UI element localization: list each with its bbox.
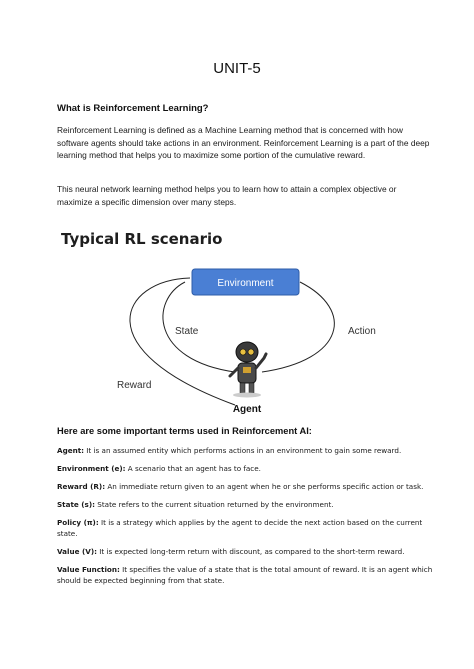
term-item bbox=[57, 463, 437, 474]
term-definition: State refers to the current situation returned by the environment. bbox=[95, 500, 334, 509]
page-title: UNIT-5 bbox=[213, 60, 261, 77]
term-item bbox=[57, 546, 437, 557]
rl-diagram bbox=[0, 250, 474, 422]
term-item bbox=[57, 564, 437, 586]
term-name: State (s): bbox=[57, 500, 95, 509]
reward-label: Reward bbox=[117, 380, 152, 391]
term-item bbox=[57, 499, 437, 510]
term-name: Agent: bbox=[57, 446, 85, 455]
state-label: State bbox=[175, 326, 199, 337]
paragraph-method: This neural network learning method helps you to learn how to attain a complex objective or maximize a specific dimension over many steps. bbox=[57, 184, 397, 207]
term-name: Environment (e): bbox=[57, 464, 126, 473]
term-name: Policy (π): bbox=[57, 518, 99, 527]
diagram-heading: Typical RL scenario bbox=[61, 230, 223, 248]
term-item bbox=[57, 517, 437, 539]
agent-label: Agent bbox=[232, 404, 262, 415]
term-definition: It specifies the value of a state that is the total amount of reward. It is an agent which should be expected beginning from that state. bbox=[57, 565, 433, 585]
term-name: Reward (R): bbox=[57, 482, 106, 491]
term-name: Value (V): bbox=[57, 547, 97, 556]
term-item bbox=[57, 481, 437, 492]
term-item bbox=[57, 445, 437, 456]
action-label: Action bbox=[348, 326, 376, 337]
robot-icon bbox=[230, 342, 266, 398]
term-definition: An immediate return given to an agent when he or she performs specific action or task. bbox=[105, 482, 424, 491]
environment-label: Environment bbox=[217, 278, 274, 289]
terms-heading: Here are some important terms used in Reinforcement AI: bbox=[57, 426, 312, 436]
term-definition: It is expected long-term return with discount, as compared to the short-term reward. bbox=[96, 547, 405, 556]
term-definition: It is a strategy which applies by the agent to decide the next action based on the current state. bbox=[57, 518, 423, 538]
paragraph-definition: Reinforcement Learning is defined as a Machine Learning method that is concerned with how software agents should take actions in an environment. Reinforcement Learning is a part of the deep learning method that helps you to maximize some portion of the cumulative reward. bbox=[57, 125, 430, 161]
section-heading: What is Reinforcement Learning? bbox=[57, 103, 209, 114]
term-name: Value Function: bbox=[57, 565, 120, 574]
term-definition: A scenario that an agent has to face. bbox=[125, 464, 261, 473]
term-definition: It is an assumed entity which performs actions in an environment to gain some reward. bbox=[84, 446, 402, 455]
